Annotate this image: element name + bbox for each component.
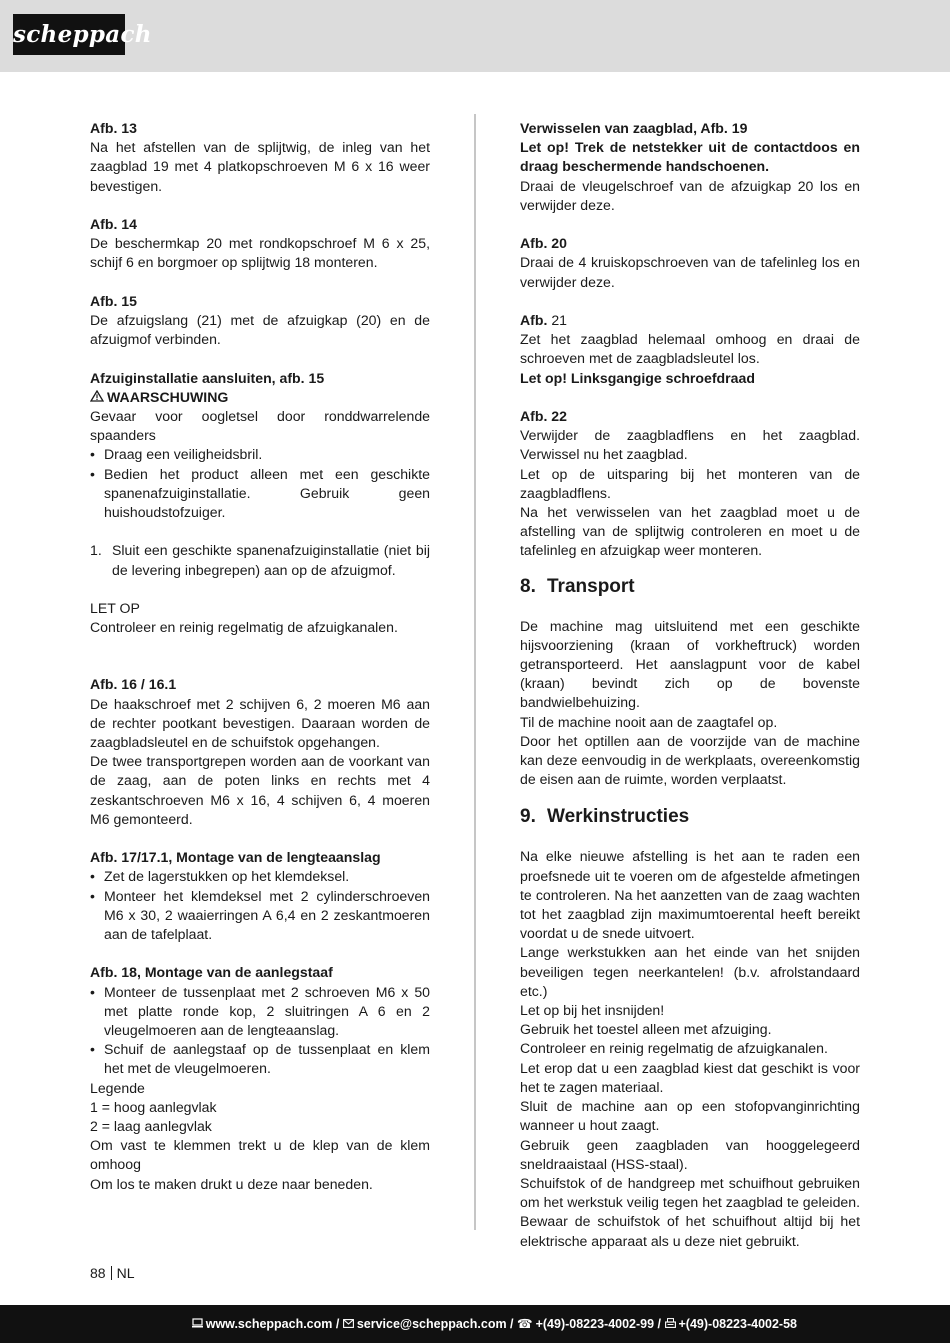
footer-email-link[interactable]: service@scheppach.com bbox=[356, 1317, 507, 1331]
list-item: • Monteer het klemdeksel met 2 cylinderschroeven M6 x 30, 2 waaierringen A 6,4 en 2 zeskantmoeren aan de tafelplaat. bbox=[90, 887, 430, 945]
afzuig-heading: Afzuiginstallatie aansluiten, afb. 15 bbox=[90, 369, 325, 386]
warning-heading bbox=[90, 388, 430, 407]
page-number bbox=[90, 1264, 134, 1283]
section-heading-werkinstructies bbox=[520, 805, 860, 829]
afb15-text: De afzuigslang (21) met de afzuigkap (20) en de afzuigmof verbinden. bbox=[90, 312, 430, 348]
legende-item: 1 = hoog aanlegvlak bbox=[90, 1098, 217, 1115]
page-language: NL bbox=[116, 1265, 135, 1281]
afb16-heading: Afb. 16 / 16.1 bbox=[90, 676, 177, 693]
section-title: Werkinstructies bbox=[547, 806, 690, 828]
afb13-heading: Afb. 13 bbox=[90, 120, 137, 136]
afb19-warning: Let op! Trek de netstekker uit de contactdoos en draag beschermende handschoenen. bbox=[520, 139, 860, 175]
warning-label: WAARSCHUWING bbox=[107, 388, 229, 405]
footer-separator: / bbox=[654, 1317, 665, 1331]
instruction-paragraph: Schuifstok of de handgreep met schuifhout gebruiken om het werkstuk veilig tegen het zaagblad te geleiden. Bewaar de schuifstok of het schuifhout altijd bij het elektrische apparaat als u deze niet gebruikt. bbox=[520, 1174, 860, 1249]
afb18-heading: Afb. 18, Montage van de aanlegstaaf bbox=[90, 964, 333, 981]
klem-text: Om vast te klemmen trekt u de klep van de klem omhoog bbox=[90, 1137, 430, 1173]
section-number: 9. bbox=[520, 806, 536, 828]
instruction-paragraph: Lange werkstukken aan het einde van het snijden beveiligen tegen neerkantelen! (b.v. afrolstandaard etc.) bbox=[520, 944, 860, 999]
numbered-step bbox=[90, 541, 430, 579]
footer-website-link[interactable]: www.scheppach.com bbox=[205, 1317, 333, 1331]
afb14-heading: Afb. 14 bbox=[90, 216, 137, 232]
legende-label: Legende bbox=[90, 1079, 145, 1096]
list-item: • Draag een veiligheidsbril. bbox=[90, 445, 430, 464]
page-number-value: 88 bbox=[90, 1265, 106, 1281]
instruction-paragraph: Let erop dat u een zaagblad kiest dat geschikt is voor het te zagen materiaal. bbox=[520, 1059, 860, 1095]
afb21-warning: Let op! Linksgangige schroefdraad bbox=[520, 369, 755, 386]
footer-separator: / bbox=[506, 1317, 517, 1331]
footer-contacts bbox=[192, 1305, 797, 1343]
instruction-paragraph: Let op bij het insnijden! bbox=[520, 1002, 665, 1019]
afb22-paragraph: Verwijder de zaagbladflens en het zaagblad. Verwissel nu het zaagblad. bbox=[520, 427, 860, 463]
header-bar bbox=[0, 0, 950, 72]
instruction-paragraph: Controleer en reinig regelmatig de afzuigkanalen. bbox=[520, 1040, 828, 1057]
step-text: Sluit een geschikte spanenafzuiginstallatie (niet bij de levering inbegrepen) aan op de afzuigmof. bbox=[112, 542, 430, 578]
letop-label: LET OP bbox=[90, 600, 140, 616]
transport-paragraph: Door het optillen aan de voorzijde van de machine kan deze eenvoudig in de werkplaats, overeenkomstig de eisen aan de ruimte, worden verplaatst. bbox=[520, 732, 860, 788]
list-item: • Zet de lagerstukken op het klemdeksel. bbox=[90, 867, 430, 886]
afb13-text: Na het afstellen van de splijtwig, de inleg van het zaagblad 19 met 4 platkopschroeven M 6 x 16 weer bevestigen. bbox=[90, 139, 430, 194]
transport-paragraph: De machine mag uitsluitend met een geschikte hijsvoorziening (kraan of vorkheftruck) worden getransporteerd. Het aanslagpunt voor de kabel (kraan) bevindt zich op de bovenste bandwielbehuizing. bbox=[520, 617, 860, 711]
scheppach-logo: scheppach bbox=[13, 14, 125, 55]
instruction-paragraph: Gebruik geen zaagbladen van hooggelegeerd sneldraaistaal (HSS-staal). bbox=[520, 1136, 860, 1172]
right-column bbox=[520, 119, 860, 1251]
afb21-heading bbox=[520, 311, 860, 330]
left-column bbox=[90, 119, 430, 1194]
instruction-paragraph: Na elke nieuwe afstelling is het aan te raden een proefsnede uit te voeren om de afgestelde afmetingen te controleren. Na het aanzetten van de zaag wachten tot het zaagblad zijn maximumtoerental heeft bereikt voordat u de snede uitvoert. bbox=[520, 848, 860, 942]
afb15-heading: Afb. 15 bbox=[90, 292, 137, 309]
list-item: • Bedien het product alleen met een geschikte spanenafzuiginstallatie. Gebruik geen huishoudstofzuiger. bbox=[90, 465, 430, 523]
afb21-text: Zet het zaagblad helemaal omhoog en draai de schroeven met de zaagbladsleutel los. bbox=[520, 331, 860, 367]
mail-icon bbox=[343, 1305, 354, 1343]
footer-phone: +(49)-08223-4002-99 bbox=[535, 1317, 655, 1331]
column-divider bbox=[474, 114, 476, 1230]
afb22-paragraph: Na het verwisselen van het zaagblad moet u de afstelling van de splijtwig controleren en moet u de tafelinleg en afzuigkap weer monteren. bbox=[520, 504, 860, 559]
section-title: Transport bbox=[547, 575, 635, 597]
footer-fax: +(49)-08223-4002-58 bbox=[678, 1317, 797, 1331]
computer-icon bbox=[192, 1305, 203, 1343]
phone-icon: ☎ bbox=[517, 1317, 533, 1331]
afb20-heading: Afb. 20 bbox=[520, 235, 567, 252]
afb16-paragraph: De twee transportgrepen worden aan de voorkant van de zaag, aan de poten links en rechts met 4 zeskantschroeven M6 x 16, 4 schijven 6, 4 moeren M6 gemonteerd. bbox=[90, 753, 430, 827]
list-item: • Schuif de aanlegstaaf op de tussenplaat en klem het met de vleugelmoeren. bbox=[90, 1040, 430, 1078]
afb14-text: De beschermkap 20 met rondkopschroef M 6 x 25, schijf 6 en borgmoer op splijtwig 18 monteren. bbox=[90, 235, 430, 271]
footer-bar bbox=[0, 1305, 950, 1343]
afb22-paragraph: Let op de uitsparing bij het monteren van de zaagbladflens. bbox=[520, 465, 860, 501]
afb19-text: Draai de vleugelschroef van de afzuigkap 20 los en verwijder deze. bbox=[520, 177, 860, 213]
section-heading-transport bbox=[520, 575, 860, 599]
klem-text: Om los te maken drukt u deze naar beneden. bbox=[90, 1175, 373, 1192]
warning-text: Gevaar voor oogletsel door ronddwarrelende spaanders bbox=[90, 408, 430, 444]
letop-text: Controleer en reinig regelmatig de afzuigkanalen. bbox=[90, 619, 398, 636]
fax-icon bbox=[665, 1305, 676, 1343]
afb21-heading-label: Afb. bbox=[520, 312, 548, 328]
legende-item: 2 = laag aanlegvlak bbox=[90, 1118, 212, 1135]
instruction-paragraph: Sluit de machine aan op een stofopvanginrichting wanneer u hout zaagt. bbox=[520, 1098, 860, 1134]
warning-triangle-icon bbox=[90, 388, 104, 407]
afb20-text: Draai de 4 kruiskopschroeven van de tafelinleg los en verwijder deze. bbox=[520, 254, 860, 290]
afb22-heading: Afb. 22 bbox=[520, 408, 567, 424]
step-number: 1. bbox=[90, 542, 102, 559]
afb21-heading-number: 21 bbox=[547, 312, 567, 328]
afb19-heading: Verwisselen van zaagblad, Afb. 19 bbox=[520, 120, 748, 136]
transport-paragraph: Til de machine nooit aan de zaagtafel op. bbox=[520, 713, 778, 730]
afb17-heading: Afb. 17/17.1, Montage van de lengteaanslag bbox=[90, 849, 381, 866]
footer-separator: / bbox=[332, 1317, 343, 1331]
section-number: 8. bbox=[520, 575, 536, 597]
instruction-paragraph: Gebruik het toestel alleen met afzuiging. bbox=[520, 1021, 772, 1038]
afb16-paragraph: De haakschroef met 2 schijven 6, 2 moeren M6 aan de rechter pootkant bevestigen. Daaraan worden de zaagbladsleutel en de schuifstok opgehangen. bbox=[90, 695, 430, 751]
list-item: • Monteer de tussenplaat met 2 schroeven M6 x 50 met platte ronde kop, 2 sluitringen A 6 en 2 vleugelmoeren aan de lengteaanslag. bbox=[90, 983, 430, 1041]
